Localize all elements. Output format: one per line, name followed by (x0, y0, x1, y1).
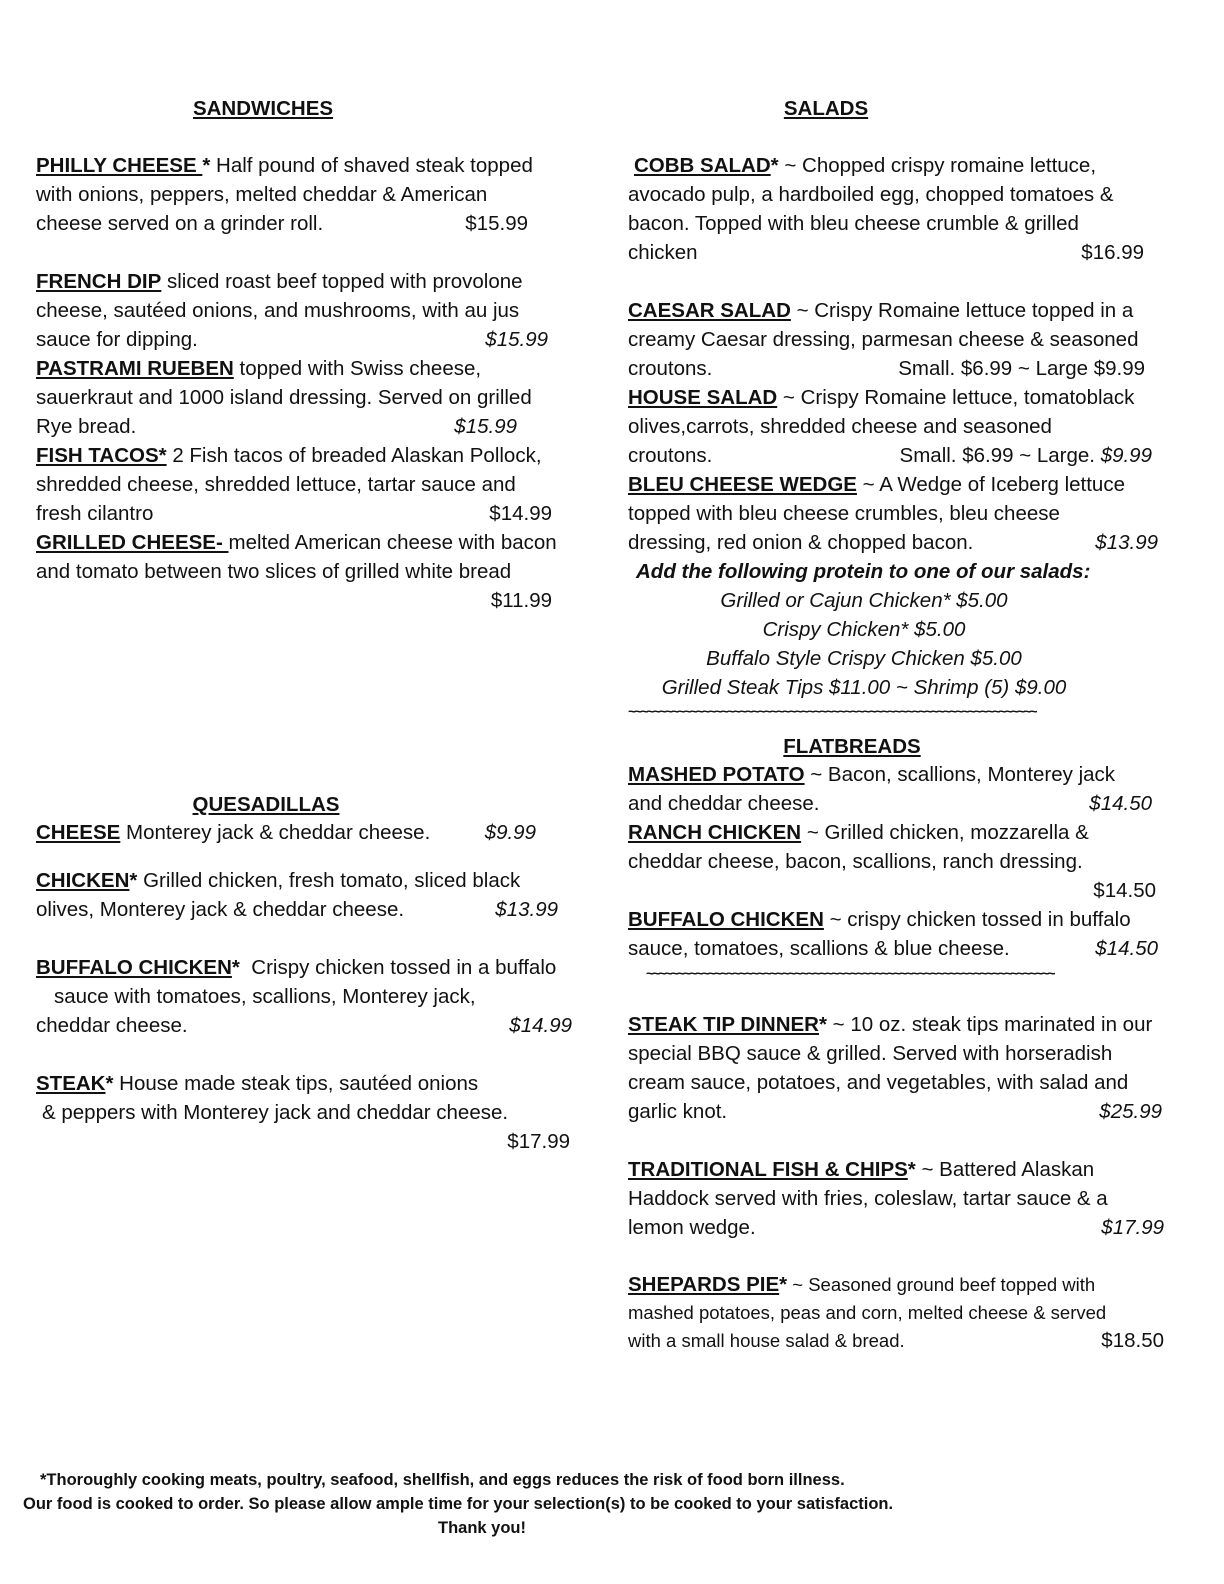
item-name: SHEPARDS PIE (628, 1273, 780, 1296)
item-price: $14.99 (489, 502, 552, 525)
menu-item-french-dip (36, 267, 548, 354)
item-price: $25.99 (1099, 1100, 1162, 1123)
item-price: $18.50 (1101, 1329, 1164, 1352)
item-desc: House made steak tips, sautéed onions (119, 1072, 479, 1095)
item-price: $15.99 (454, 415, 517, 438)
item-desc: fresh cilantro (36, 502, 154, 525)
item-desc: and tomato between two slices of grilled white bread (36, 560, 512, 583)
item-desc: ~ Battered Alaskan (921, 1158, 1095, 1181)
addon-item: Grilled Steak Tips $11.00 ~ Shrimp (5) $9.00 (661, 676, 1067, 699)
menu-item-caesar-salad (628, 296, 1145, 383)
item-desc: ~ Chopped crispy romaine lettuce, (784, 154, 1097, 177)
item-desc: cheddar cheese, bacon, scallions, ranch dressing. (628, 850, 1083, 873)
addon-item: Grilled or Cajun Chicken* $5.00 (720, 589, 1008, 612)
item-price: $17.99 (1101, 1216, 1164, 1239)
addon-item: Buffalo Style Crispy Chicken $5.00 (706, 647, 1022, 670)
item-name: CAESAR SALAD (628, 299, 791, 322)
item-price: $11.99 (490, 589, 552, 612)
item-desc: sauce for dipping. (36, 328, 198, 351)
item-name: FISH TACOS* (36, 444, 167, 467)
item-price: $14.50 (1089, 792, 1152, 815)
menu-item-steak-quesadilla (36, 1069, 570, 1156)
item-price: $14.99 (509, 1014, 572, 1037)
item-name: COBB SALAD (634, 154, 771, 177)
item-desc: topped with bleu cheese crumbles, bleu cheese (628, 502, 1060, 525)
item-price: $16.99 (1081, 241, 1144, 264)
item-mark: * (779, 1273, 788, 1296)
item-desc: sauerkraut and 1000 island dressing. Served on grilled (36, 386, 532, 409)
item-desc: topped with Swiss cheese, (239, 357, 482, 380)
tilde-divider: ~~~~~~~~~~~~~~~~~~~~~~~~~~~~~~~~~~~~~~~~~~~~~~~~~~~~~~~~~~~~~~~~~~ (646, 966, 1054, 980)
item-price: $15.99 (465, 212, 528, 235)
item-desc: ~ Grilled chicken, mozzarella & (806, 821, 1089, 844)
item-desc: garlic knot. (628, 1100, 728, 1123)
item-desc: bacon. Topped with bleu cheese crumble & grilled (628, 212, 1079, 235)
menu-item-shepards-pie (628, 1271, 1164, 1355)
item-desc: Haddock served with fries, coleslaw, tartar sauce & a (628, 1187, 1108, 1210)
item-desc: Monterey jack & cheddar cheese. (126, 821, 431, 844)
item-desc: chicken (628, 241, 698, 264)
item-desc: olives, Monterey jack & cheddar cheese. (36, 898, 405, 921)
item-name: CHICKEN (36, 869, 130, 892)
menu-item-fish-tacos (36, 441, 552, 528)
item-name: BUFFALO CHICKEN (628, 908, 824, 931)
item-desc: Grilled chicken, fresh tomato, sliced black (143, 869, 521, 892)
protein-addons (628, 557, 1100, 702)
footer-disclaimer: *Thoroughly cooking meats, poultry, seafood, shellfish, and eggs reduces the risk of food born illness. (40, 1471, 845, 1489)
item-price: $14.50 (1093, 879, 1156, 902)
menu-item-chicken-quesadilla (36, 866, 558, 924)
item-price: $9.99 (484, 821, 536, 844)
item-price: Small. $6.99 ~ Large $9.99 (898, 357, 1145, 380)
item-name: HOUSE SALAD (628, 386, 778, 409)
item-desc: ~ Crispy Romaine lettuce, tomatoblack (782, 386, 1135, 409)
menu-item-pastrami-rueben (36, 354, 532, 441)
item-name: BLEU CHEESE WEDGE (628, 473, 857, 496)
item-desc: with a small house salad & bread. (628, 1330, 905, 1351)
item-name: PHILLY CHEESE (36, 154, 203, 177)
item-desc: cheddar cheese. (36, 1014, 188, 1037)
item-desc: ~ Seasoned ground beef topped with (792, 1274, 1096, 1295)
item-desc: 2 Fish tacos of breaded Alaskan Pollock, (172, 444, 542, 467)
item-mark: * (202, 154, 211, 177)
addon-item: Crispy Chicken* $5.00 (762, 618, 966, 641)
item-desc: ~ crispy chicken tossed in buffalo (829, 908, 1131, 931)
menu-item-buffalo-chicken-flatbread (628, 905, 1158, 963)
item-desc: & peppers with Monterey jack and cheddar cheese. (42, 1101, 509, 1124)
menu-item-buffalo-chicken-quesadilla (36, 953, 572, 1040)
quesadillas-heading: QUESADILLAS (192, 793, 340, 816)
item-desc: Half pound of shaved steak topped (216, 154, 533, 177)
item-mark: * (770, 154, 779, 177)
item-name: CHEESE (36, 821, 121, 844)
item-desc: croutons. (628, 357, 713, 380)
item-desc: and cheddar cheese. (628, 792, 820, 815)
item-price: $15.99 (485, 328, 548, 351)
item-mark: * (907, 1158, 916, 1181)
item-name: TRADITIONAL FISH & CHIPS (628, 1158, 908, 1181)
footer-thanks: Thank you! (438, 1519, 527, 1537)
item-name: GRILLED CHEESE- (36, 531, 229, 554)
item-mark: * (105, 1072, 114, 1095)
item-price: $13.99 (495, 898, 558, 921)
menu-item-philly-cheese (36, 151, 533, 238)
item-price: $13.99 (1095, 531, 1158, 554)
item-desc: cheese served on a grinder roll. (36, 212, 324, 235)
item-name: PASTRAMI RUEBEN (36, 357, 234, 380)
item-name: STEAK (36, 1072, 106, 1095)
menu-item-fish-and-chips (628, 1155, 1164, 1242)
addons-title: Add the following protein to one of our salads: (636, 560, 1091, 583)
item-desc: cream sauce, potatoes, and vegetables, with salad and (628, 1071, 1129, 1094)
item-name: STEAK TIP DINNER (628, 1013, 819, 1036)
item-desc: special BBQ sauce & grilled. Served with horseradish (628, 1042, 1113, 1065)
item-desc: melted American cheese with bacon (228, 531, 557, 554)
item-desc: sauce with tomatoes, scallions, Monterey jack, (54, 985, 476, 1008)
menu-item-ranch-chicken (628, 818, 1156, 905)
item-desc: avocado pulp, a hardboiled egg, chopped tomatoes & (628, 183, 1114, 206)
item-desc: ~ Bacon, scallions, Monterey jack (810, 763, 1116, 786)
item-name: MASHED POTATO (628, 763, 805, 786)
flatbreads-heading: FLATBREADS (783, 735, 921, 758)
menu-item-grilled-cheese (36, 528, 557, 615)
item-desc: cheese, sautéed onions, and mushrooms, with au jus (36, 299, 520, 322)
item-desc: Rye bread. (36, 415, 137, 438)
item-desc: with onions, peppers, melted cheddar & American (36, 183, 488, 206)
item-price: $17.99 (507, 1130, 570, 1153)
item-desc: ~ Crispy Romaine lettuce topped in a (796, 299, 1134, 322)
item-mark: * (129, 869, 138, 892)
menu-item-bleu-cheese-wedge (628, 470, 1158, 557)
item-desc: shredded cheese, shredded lettuce, tartar sauce and (36, 473, 516, 496)
item-desc: ~ 10 oz. steak tips marinated in our (832, 1013, 1153, 1036)
item-price: $9.99 (1100, 444, 1152, 467)
menu-item-house-salad (628, 383, 1152, 470)
item-desc: dressing, red onion & chopped bacon. (628, 531, 974, 554)
item-price-prefix: Small. $6.99 ~ Large. (899, 444, 1101, 467)
item-desc: creamy Caesar dressing, parmesan cheese & seasoned (628, 328, 1139, 351)
item-desc: Crispy chicken tossed in a buffalo (251, 956, 557, 979)
item-desc: ~ A Wedge of Iceberg lettuce (862, 473, 1125, 496)
item-desc: sliced roast beef topped with provolone (167, 270, 523, 293)
item-desc: lemon wedge. (628, 1216, 756, 1239)
sandwiches-heading: SANDWICHES (192, 97, 334, 120)
item-desc: sauce, tomatoes, scallions & blue cheese. (628, 937, 1010, 960)
salads-heading: SALADS (783, 97, 869, 120)
item-desc: mashed potatoes, peas and corn, melted cheese & served (628, 1302, 1107, 1323)
item-price: $14.50 (1095, 937, 1158, 960)
item-name: BUFFALO CHICKEN (36, 956, 232, 979)
menu-item-cheese-quesadilla (36, 818, 536, 847)
item-name: RANCH CHICKEN (628, 821, 802, 844)
footer-note: Our food is cooked to order. So please allow ample time for your selection(s) to be cooked to your satisfaction. (23, 1495, 894, 1513)
item-desc: olives,carrots, shredded cheese and seasoned (628, 415, 1052, 438)
item-name: FRENCH DIP (36, 270, 162, 293)
menu-item-steak-tip-dinner (628, 1010, 1162, 1126)
item-mark: * (818, 1013, 827, 1036)
item-mark: * (231, 956, 240, 979)
menu-item-mashed-potato (628, 760, 1152, 818)
item-desc: croutons. (628, 444, 713, 467)
tilde-divider: ~~~~~~~~~~~~~~~~~~~~~~~~~~~~~~~~~~~~~~~~~~~~~~~~~~~~~~~~~~~~~~~~~~ (628, 704, 1036, 718)
menu-item-cobb-salad (628, 151, 1144, 267)
